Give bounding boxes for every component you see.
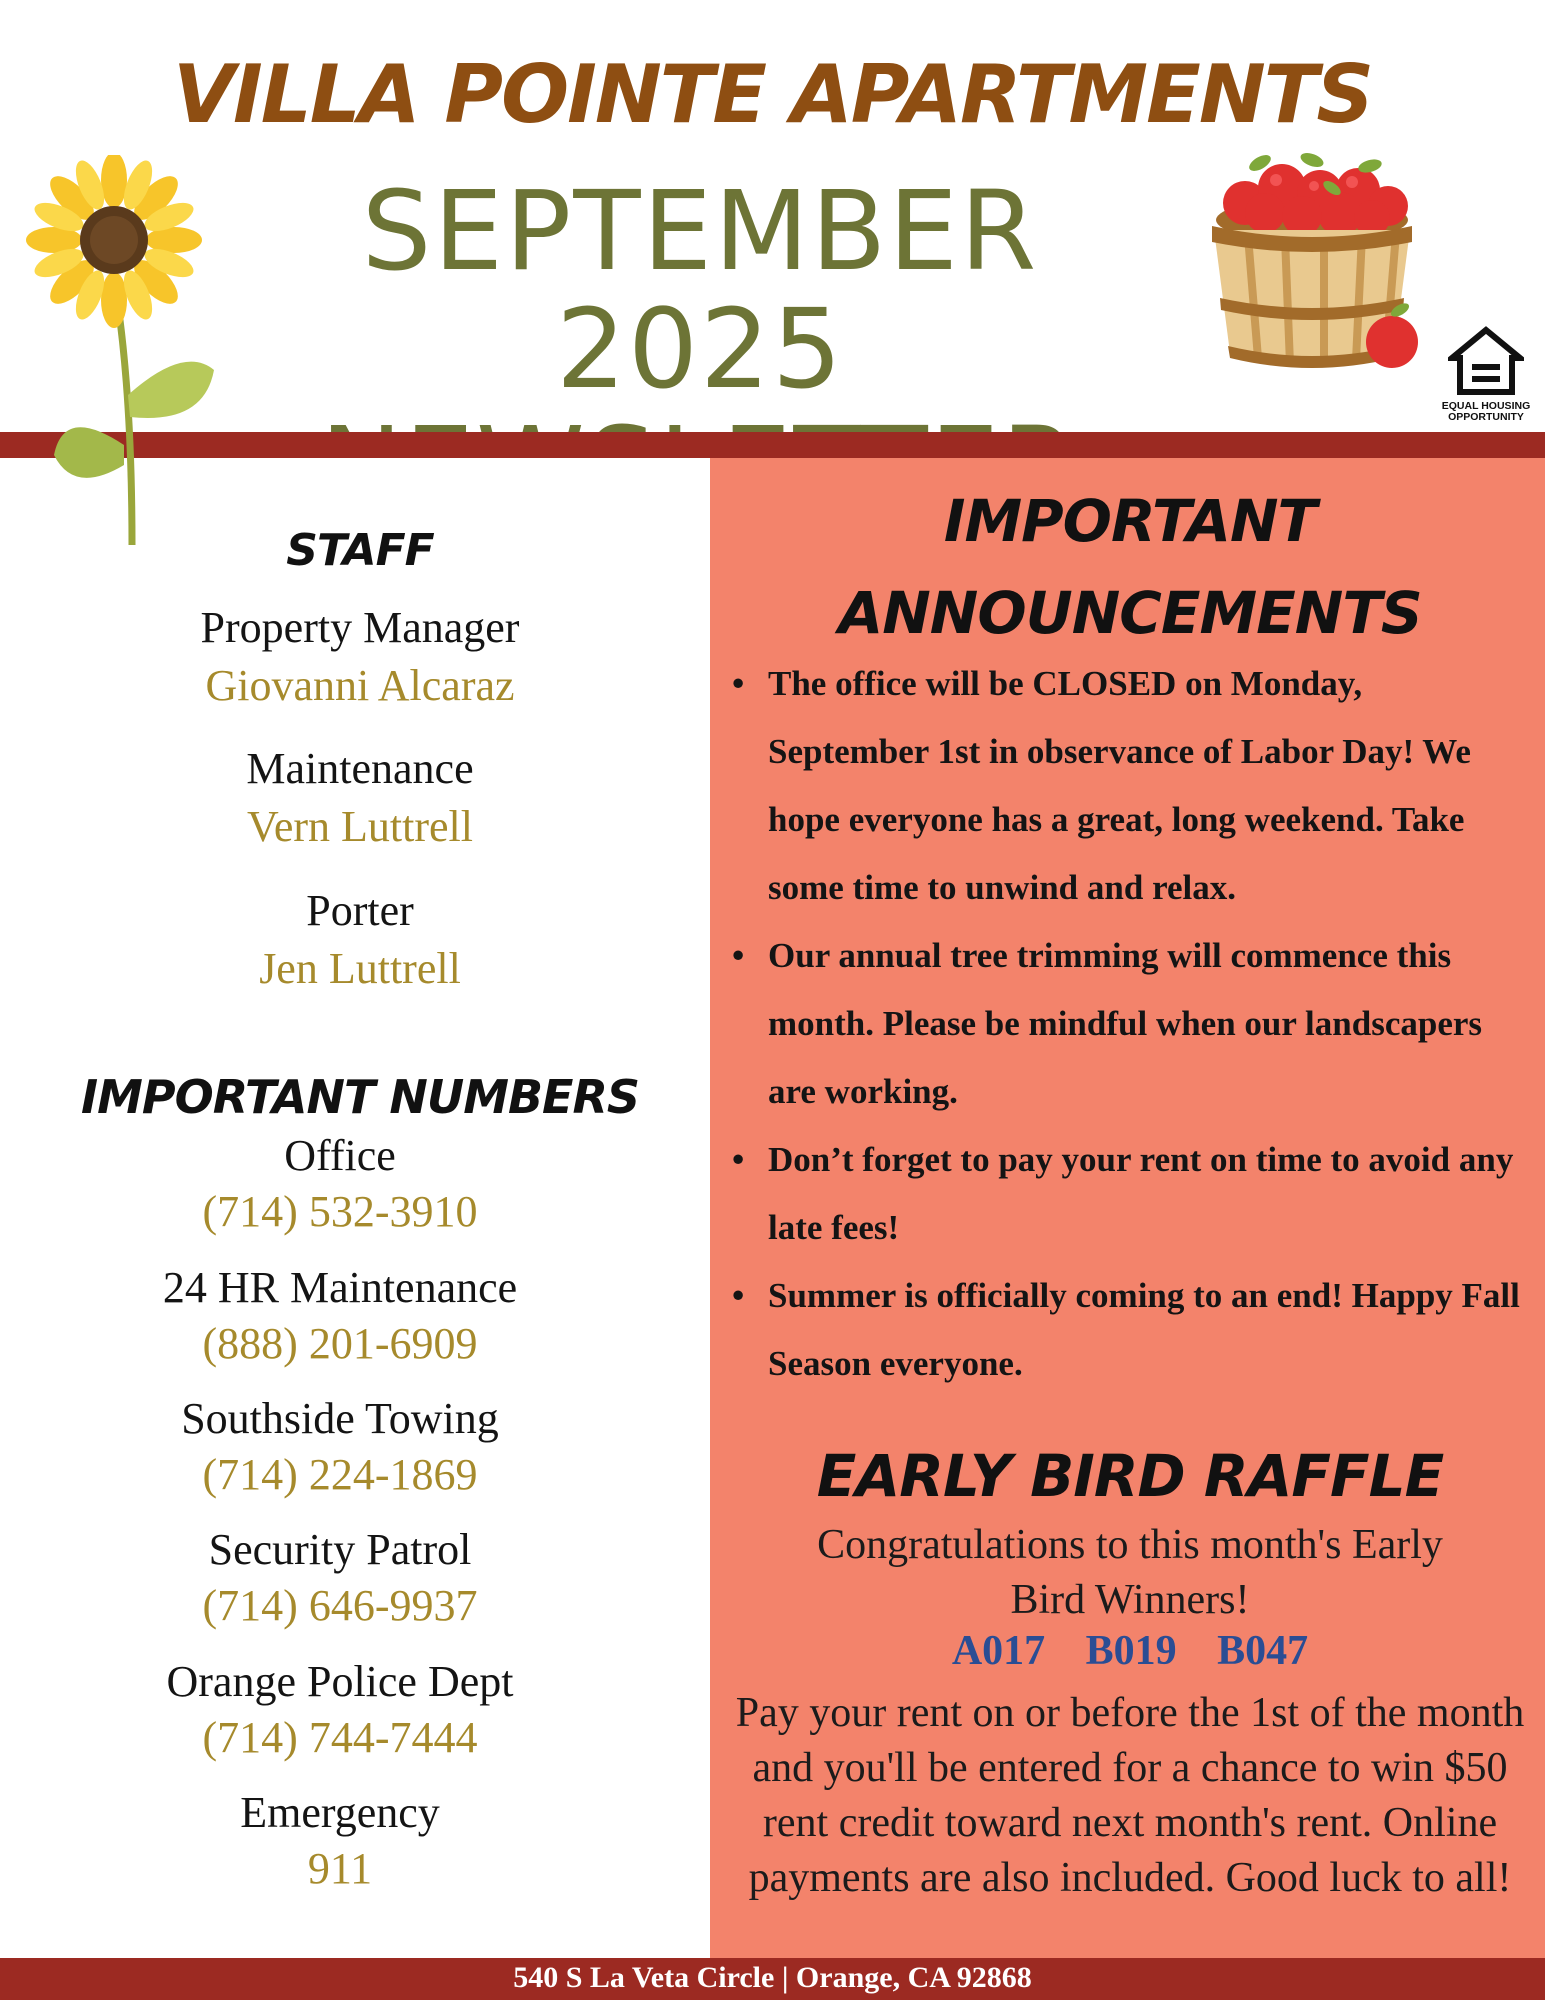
- announcement-item: [726, 1262, 1526, 1398]
- raffle-intro: Congratulations to this month's Early Bird Winners!: [817, 1522, 1443, 1623]
- announcements-heading-line1: IMPORTANT: [943, 487, 1317, 555]
- winner-unit: B019: [1085, 1628, 1177, 1674]
- winner-unit: B047: [1217, 1628, 1309, 1674]
- bullet-icon: •: [732, 1140, 745, 1179]
- number-value: (714) 646-9937: [202, 1581, 478, 1630]
- number-value: (888) 201-6909: [202, 1319, 478, 1368]
- number-value: (714) 532-3910: [202, 1187, 478, 1236]
- staff-heading: STAFF: [286, 525, 434, 576]
- bullet-icon: •: [732, 936, 745, 975]
- staff-role: Porter: [306, 886, 414, 935]
- raffle-winners: [725, 1627, 1535, 1675]
- number-value: (714) 224-1869: [202, 1450, 478, 1499]
- equal-housing-logo: [1436, 326, 1536, 431]
- number-label: 24 HR Maintenance: [162, 1263, 518, 1312]
- number-label: Southside Towing: [181, 1394, 499, 1443]
- staff-name: Giovanni Alcaraz: [205, 661, 515, 710]
- announcements-heading-line2: ANNOUNCEMENTS: [838, 579, 1422, 647]
- announcement-item: [726, 922, 1526, 1126]
- staff-name: Vern Luttrell: [246, 802, 474, 851]
- number-label: Security Patrol: [208, 1525, 472, 1574]
- header-divider: [0, 432, 1545, 458]
- number-label: Orange Police Dept: [166, 1657, 514, 1706]
- announcements-list: [726, 650, 1526, 1398]
- bullet-icon: •: [732, 664, 745, 703]
- staff-role: Property Manager: [200, 603, 520, 652]
- announcement-item: [726, 650, 1526, 922]
- announcement-text: Don’t forget to pay your rent on time to avoid any late fees!: [768, 1140, 1514, 1247]
- equal-housing-line2: OPPORTUNITY: [1448, 411, 1524, 423]
- announcement-text: Summer is officially coming to an end! Happy Fall Season everyone.: [768, 1276, 1520, 1383]
- apple-basket-icon: [1200, 148, 1440, 380]
- newsletter-header: [0, 0, 1545, 432]
- footer-bar: [0, 1958, 1545, 2000]
- equal-housing-line1: EQUAL HOUSING: [1441, 400, 1531, 412]
- number-value: (714) 744-7444: [202, 1713, 478, 1762]
- number-value: 911: [307, 1844, 373, 1893]
- equal-housing-icon: [1448, 326, 1524, 396]
- announcement-text: The office will be CLOSED on Monday, September 1st in observance of Labor Day! We hope everyone has a great, long weekend. Take some time to unwind and relax.: [768, 664, 1471, 907]
- issue-title-line1: SEPTEMBER 2025: [361, 167, 1039, 413]
- winner-unit: A017: [951, 1628, 1046, 1674]
- staff-role: Maintenance: [246, 744, 474, 793]
- announcement-text: Our annual tree trimming will commence this month. Please be mindful when our landscapers are working.: [768, 936, 1483, 1111]
- footer-address: 540 S La Veta Circle | Orange, CA 92868: [513, 1961, 1032, 1994]
- staff-name: Jen Luttrell: [259, 944, 461, 993]
- number-label: Emergency: [240, 1788, 440, 1837]
- announcements-heading: [725, 475, 1535, 659]
- property-name: VILLA POINTE APARTMENTS: [173, 48, 1372, 141]
- numbers-heading: IMPORTANT NUMBERS: [80, 1070, 640, 1124]
- raffle-heading: EARLY BIRD RAFFLE: [816, 1442, 1444, 1510]
- announcement-item: [726, 1126, 1526, 1262]
- number-label: Office: [284, 1131, 396, 1180]
- raffle-details: Pay your rent on or before the 1st of the month and you'll be entered for a chance to win $50 rent credit toward next month's rent. Online payments are also included. Good luck to all!: [735, 1690, 1525, 1901]
- sunflower-icon: [14, 155, 224, 545]
- bullet-icon: •: [732, 1276, 745, 1315]
